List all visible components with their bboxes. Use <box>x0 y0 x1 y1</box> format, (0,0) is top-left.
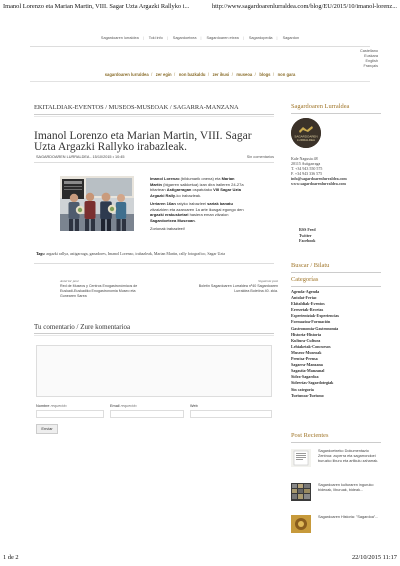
mainnav-item-non-gara[interactable]: non gara <box>277 72 296 77</box>
sidebar-divider-1 <box>291 113 381 114</box>
print-page-number: 1 de 2 <box>3 554 19 561</box>
mainnav-item-sagardoaren-lurraldea[interactable]: sagardoaren lurraldea <box>104 72 149 77</box>
category-item[interactable]: Sidrerías-Sagardotegiak <box>291 380 334 386</box>
category-item[interactable]: Errezetak-Recetas <box>291 307 324 313</box>
next-post-link[interactable]: Boletín Sagardoaren Lurraldea nº40 Sagardoaren Lurraldea Boletína 40. zkia. <box>198 284 278 293</box>
sidebar-divider-3 <box>291 286 381 287</box>
topnav-divider <box>30 46 370 47</box>
recent-post-2-thumbnail <box>291 483 311 501</box>
twitter-link[interactable]: Twitter <box>299 232 312 238</box>
mainnav-item-museoa[interactable]: museoa <box>236 72 253 77</box>
category-list <box>291 289 381 399</box>
send-comment-button[interactable]: Enviar <box>36 424 58 434</box>
main-nav: sagardoaren lurraldea / zer egin / non bazkaldu / zer ikusi / museoa / blogs / non gara <box>104 72 296 77</box>
category-item[interactable]: Ekitaldiak-Eventos <box>291 301 325 307</box>
name-input[interactable] <box>36 410 104 418</box>
print-datetime: 22/10/2015 11:17 <box>351 554 397 561</box>
recent-post-2[interactable] <box>291 483 381 513</box>
prev-post-link[interactable]: Red de Museos y Centros Enogastronómicos de Euskadi-Euskadiko Enogastronomia Museo eta Gunearen Sarea <box>60 284 138 298</box>
tags-divider <box>34 263 274 264</box>
lang-euskara[interactable]: Euskara <box>364 54 378 58</box>
email-input[interactable] <box>110 410 184 418</box>
print-footer <box>3 554 397 564</box>
breadcrumb[interactable]: EKITALDIAK-EVENTOS / MUSEOS-MUSEOAK / SAGARRA-MANZANA <box>34 104 239 111</box>
comment-textarea[interactable] <box>36 345 272 397</box>
mainnav-item-non-bazkaldu[interactable]: non bazkaldu <box>178 72 206 77</box>
recent-post-3-thumbnail <box>291 515 311 533</box>
sidebar-divider-4 <box>291 442 381 443</box>
post-body <box>150 176 244 235</box>
contact-address <box>291 156 381 186</box>
recent-post-1[interactable] <box>291 449 381 479</box>
post-photo[interactable] <box>60 176 134 231</box>
category-item[interactable]: Turismoa-Turismo <box>291 392 324 398</box>
print-header <box>3 3 397 13</box>
category-item[interactable]: Antolat-Feriac <box>291 295 317 301</box>
logo-mark <box>291 118 321 148</box>
post-tags[interactable] <box>36 251 274 256</box>
mainnav-item-zer-ikusi[interactable]: zer ikusi <box>212 72 230 77</box>
recent-post-3-title[interactable]: Sagardoaren Historia: "Sagardoa"... <box>318 515 379 519</box>
category-item[interactable]: Historia-Historia <box>291 331 322 337</box>
category-item[interactable]: Sin categoría <box>291 386 314 392</box>
category-item[interactable]: Kultura-Cultura <box>291 337 321 343</box>
sidebar-title-recent-posts: Post Recientes <box>291 432 329 439</box>
facebook-link[interactable]: Facebook <box>299 238 316 243</box>
sidebar-title-categories: Categorías <box>291 276 319 283</box>
print-title: Imanol Lorenzo eta Marian Martin, VIII. Sagar Uzta Argazki Rallyko i... <box>3 3 190 10</box>
address-phone: T. +34 943 550 575 <box>291 166 323 171</box>
winners-photo-image <box>60 176 134 231</box>
logo-text-2: LURRALDEA <box>296 138 316 142</box>
post-paragraph-3: Zorionak irabazleei! <box>150 226 185 231</box>
sidebar-divider-2 <box>291 272 381 273</box>
language-selector <box>348 49 378 69</box>
post-paragraph-2: Urriaren 16an ratyko irabazleei sariak banatu zitzaizkien eta azaroaren 1a arte ikusgai egongo den argazki erakusketari hasiera eman zitzaion Sagardoetxea Museoan. <box>150 201 244 223</box>
sidebar-title-sagardoaren-lurraldea: Sagardoaren Lurraldea <box>291 103 350 110</box>
prev-post-label: Anterior post <box>60 279 79 283</box>
post-meta: SAGARDOAREN LURRALDEA - 15/10/2015 • 10:45 <box>36 155 125 159</box>
post-title[interactable]: Imanol Lorenzo eta Marian Martin, VIII. Sagar Uzta Argazki Rallyko irabazleak. <box>34 130 252 153</box>
tags-list[interactable]: argazki rallya, astigarraga, ganadores, Imanol Lorenzo, irabazleak, Marian Martin, rally fotografico, Sagar Uzta <box>45 251 226 256</box>
mainnav-item-blogs[interactable]: blogs <box>259 72 271 77</box>
comment-heading: Tu comentario / Zure komentarioa <box>34 323 131 331</box>
address-email[interactable]: info@sagardoarenlurraldea.com <box>291 176 347 181</box>
sidebar-title-search: Buscar / Bilatu <box>291 262 330 269</box>
web-field-label: Web <box>190 404 198 408</box>
category-item[interactable]: Museos-Museoak <box>291 349 322 355</box>
category-item[interactable]: Prentsa-Prensa <box>291 356 318 362</box>
tags-label: Tags: <box>36 251 46 256</box>
comment-divider-secondary <box>34 335 274 336</box>
mainnav-divider <box>30 81 370 82</box>
topnav-item-sagardon[interactable]: Sagardon <box>282 36 300 40</box>
category-item[interactable]: Sidra-Sagardoa <box>291 374 319 380</box>
category-item[interactable]: Esperientziak-Experiencias <box>291 313 339 319</box>
category-item[interactable]: Sagarra-Manzana <box>291 362 323 368</box>
category-item[interactable]: Lehiaketak-Concursos <box>291 343 331 349</box>
breadcrumb-divider <box>34 114 274 115</box>
address-city: 20115 Astigarraga <box>291 161 321 166</box>
topnav-item-sagardoaren-lurraldea[interactable]: Sagardoaren lurraldea <box>100 36 139 40</box>
recent-post-3[interactable] <box>291 515 381 545</box>
lang-castellano[interactable]: Castellano <box>360 49 378 53</box>
name-field-label: Nombre requerido <box>36 404 67 408</box>
recent-post-1-thumbnail <box>291 449 311 467</box>
rss-feed-link[interactable]: RSS Feed <box>299 227 316 232</box>
address-fax: F. +34 943 336 575 <box>291 171 323 176</box>
category-item[interactable]: Formazioa-Formación <box>291 319 331 325</box>
comment-divider <box>34 333 274 334</box>
lang-francais[interactable]: Français <box>363 64 378 68</box>
email-field-label: Email requerido <box>110 404 137 408</box>
brand-logo[interactable] <box>291 118 321 148</box>
topnav-item-sagardoaren-etxea[interactable]: Sagardoaren etxea <box>206 36 239 40</box>
social-links <box>299 227 339 244</box>
category-item[interactable]: Agenda-Agenda <box>291 289 320 294</box>
category-item[interactable]: Gastronomia-Gastronomía <box>291 325 339 331</box>
lang-english[interactable]: English <box>365 59 378 63</box>
web-input[interactable] <box>190 410 272 418</box>
comments-count-link[interactable]: Sin comentarios <box>246 155 274 159</box>
topnav-item-toki-info[interactable]: Toki info <box>148 36 163 40</box>
recent-post-1-title[interactable]: Sagardoetxeko Dokumentazio Zentroa: zuperra eta sagarrondoei buruzko liburu eta artikulu zaharrak. <box>318 449 379 463</box>
topnav-item-sagardopedia[interactable]: Sagardopedia <box>248 36 273 40</box>
topnav-item-sagardoetxea[interactable]: Sagardoetxea <box>172 36 197 40</box>
address-street: Kale Nagusia 48 <box>291 156 318 161</box>
category-item[interactable]: Sagastia-Manzanal <box>291 368 325 374</box>
post-meta-divider <box>34 162 274 163</box>
logo-text-1: SAGARDOAREN <box>294 134 318 139</box>
print-url: http://www.sagardoarenlurraldea.com/blog/EU/2015/10/imanol-lorenz... <box>211 3 397 10</box>
mainnav-item-zer-egin[interactable]: zer egin <box>155 72 172 77</box>
address-website[interactable]: www.sagardoarenlurraldea.com <box>291 181 346 186</box>
next-post-label: Siguiente post <box>258 279 278 283</box>
top-nav: Sagardoaren lurraldea | Toki info | Sagardoetxea | Sagardoaren etxea | Sagardopedia | Sagardon <box>100 36 300 40</box>
breadcrumb-divider-secondary <box>34 116 274 117</box>
recent-post-2-title[interactable]: Sagardoaren kulturaren inguruko bideoak, liburuak, bideak... <box>318 483 374 492</box>
post-paragraph-1: Imanol Lorenzo (bildumarik onena) eta Marian Martin (bigarren saikketua) izan dira iraileren 24-27a bitartean Astigarragan ospatutako VIII Sagar Uzta Argazki Rally-ko irabazleak. <box>150 176 244 198</box>
